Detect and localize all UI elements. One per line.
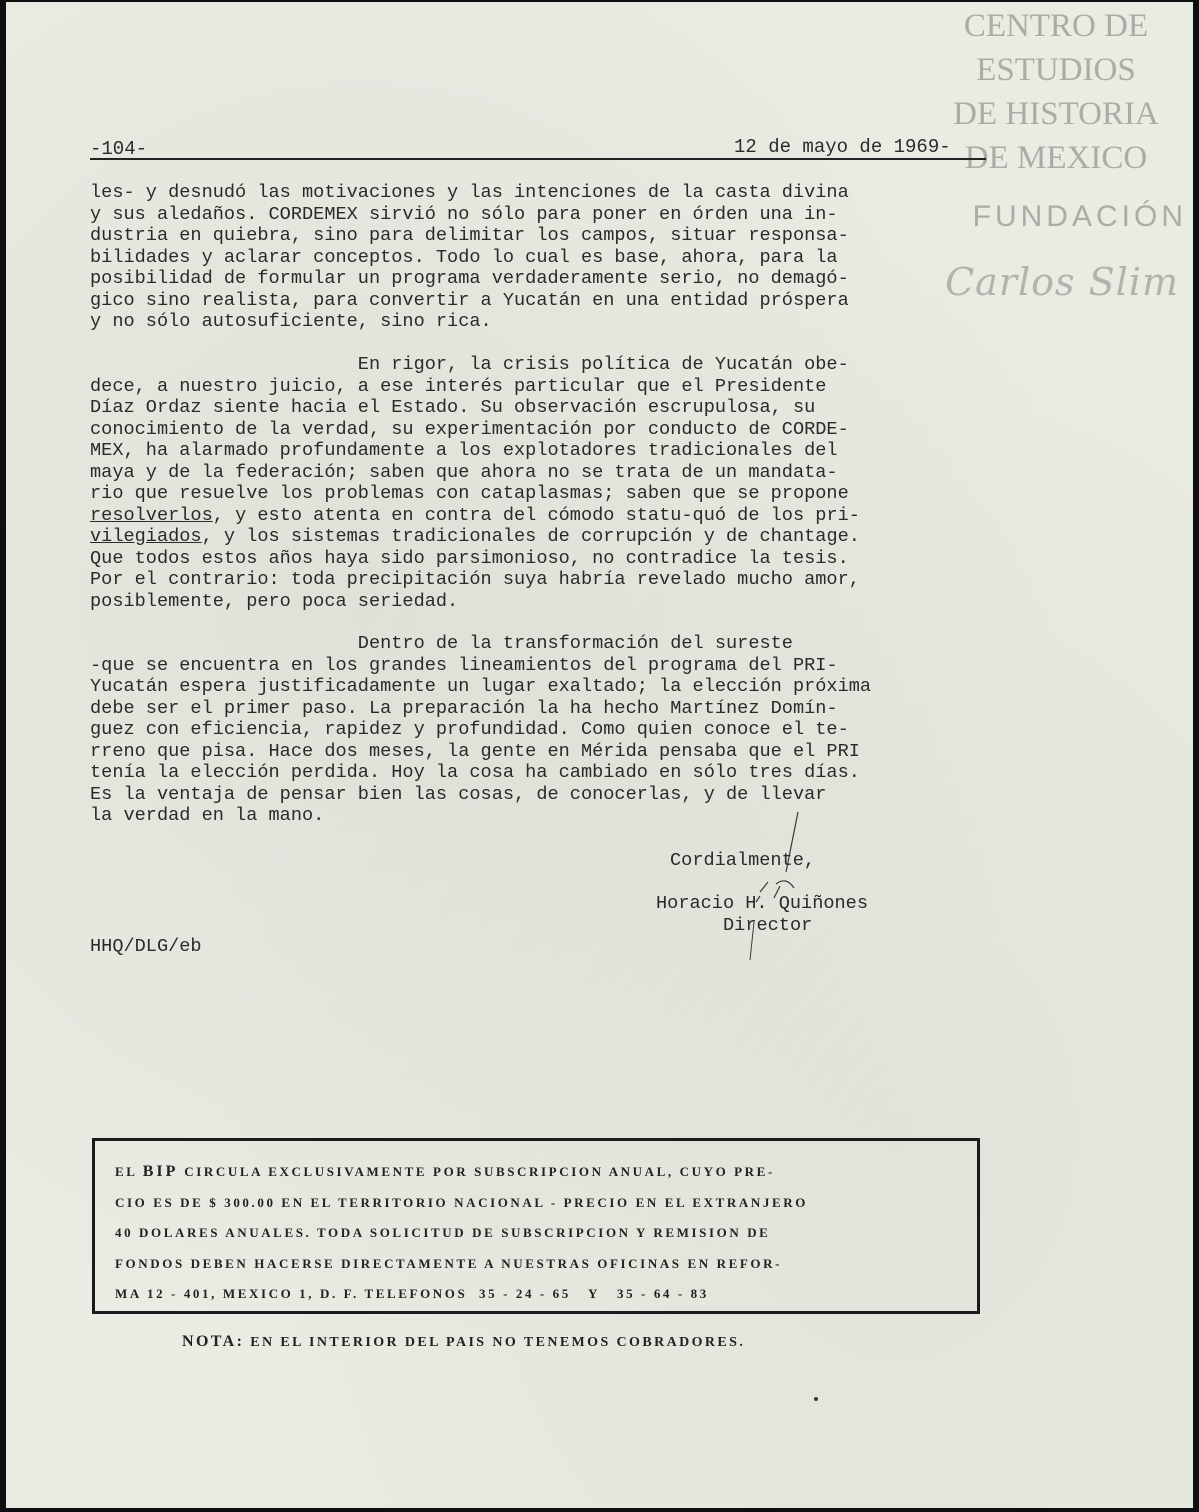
text-line: y sus aledaños. CORDEMEX sirvió no sólo para poner en órden una in- [90, 203, 838, 225]
text-line: -que se encuentra en los grandes lineamientos del programa del PRI- [90, 654, 838, 676]
notice-line [115, 1157, 975, 1188]
watermark-foundation: FUNDACIÓN [972, 200, 1187, 233]
text-line: dece, a nuestro juicio, a ese interés particular que el Presidente [90, 375, 827, 397]
underlined-word: vilegiados [90, 526, 202, 547]
text-line: posiblemente, pero poca seriedad. [90, 590, 459, 612]
signature-stroke [746, 802, 806, 962]
text-line: Es la ventaja de pensar bien las cosas, de conocerlas, y de llevar [90, 783, 827, 805]
text-line: bilidades y aclarar conceptos. Todo lo cual es base, ahora, para la [90, 246, 838, 268]
archive-watermark [941, 4, 1171, 180]
text-line: y no sólo autosuficiente, sino rica. [90, 311, 492, 332]
watermark-signature-logo: Carlos Slim [945, 260, 1179, 304]
signer-name: Horacio H. Quiñones [656, 893, 869, 914]
watermark-line-3: DE HISTORIA [953, 96, 1159, 132]
page-number: -104- [90, 138, 148, 160]
text-line: Por el contrario: toda precipitación suya habría revelado mucho amor, [90, 569, 860, 590]
text-line: En rigor, la crisis política de Yucatán obe- [90, 354, 849, 375]
text-line: dustria en quiebra, sino para delimitar los campos, situar responsa- [90, 225, 849, 246]
text-segment: , y esto atenta en contra del cómodo statu-quó de los pri- [212, 504, 860, 526]
text-line: conocimiento de la verdad, su experimentación por conducto de CORDE- [90, 418, 849, 440]
letter-date: 12 de mayo de 1969- [734, 136, 951, 158]
text-line: la verdad en la mano. [90, 805, 325, 826]
header-rule [90, 158, 986, 160]
text-line: Díaz Ordaz siente hacia el Estado. Su observación escrupulosa, su [90, 397, 816, 418]
text-line: Que todos estos años haya sido parsimonioso, no contradice la tesis. [90, 547, 849, 569]
watermark-line-2: ESTUDIOS [976, 52, 1136, 88]
signer-title: Director [723, 915, 813, 936]
nota-text: EN EL INTERIOR DEL PAIS NO TENEMOS COBRADORES. [244, 1335, 746, 1350]
paragraph-2 [90, 354, 1030, 612]
notice-segment: EL [115, 1164, 143, 1179]
text-line: tenía la elección perdida. Hoy la cosa ha cambiado en sólo tres días. [90, 762, 860, 783]
text-line: maya y de la federación; saben que ahora no se trata de un mandata- [90, 461, 838, 483]
notice-line: MA 12 - 401, MEXICO 1, D. F. TELEFONOS 35 - 24 - 65 Y 35 - 64 - 83 [115, 1286, 709, 1301]
paragraph-1 [90, 182, 1030, 333]
text-line: gico sino realista, para convertir a Yucatán en una entidad próspera [90, 289, 849, 311]
watermark-line-4: DE MEXICO [964, 140, 1148, 176]
notice-line: FONDOS DEBEN HACERSE DIRECTAMENTE A NUESTRAS OFICINAS EN REFOR- [115, 1255, 783, 1271]
closing-salutation: Cordialmente, [670, 850, 816, 871]
subscription-notice-box [92, 1138, 980, 1314]
text-line: les- y desnudó las motivaciones y las intenciones de la casta divina [90, 182, 849, 203]
paragraph-3 [90, 633, 1030, 827]
text-line: rreno que pisa. Hace dos meses, la gente en Mérida pensaba que el PRI [90, 740, 860, 762]
text-segment: , y los sistemas tradicionales de corrupción y de chantage. [201, 526, 860, 547]
subscription-notice-text [115, 1157, 975, 1310]
text-line: Yucatán espera justificadamente un lugar exaltado; la elección próxima [90, 676, 872, 697]
text-line [90, 505, 1030, 527]
notice-line: CIO ES DE $ 300.00 EN EL TERRITORIO NACIONAL - PRECIO EN EL EXTRANJERO [115, 1194, 808, 1210]
document-page [6, 2, 1193, 1508]
text-line [90, 526, 1030, 548]
watermark-line-1: CENTRO DE [963, 8, 1149, 44]
text-line: Dentro de la transformación del sureste [90, 633, 793, 654]
reference-initials: HHQ/DLG/eb [90, 936, 202, 957]
text-line: rio que resuelve los problemas con cataplasmas; saben que se propone [90, 483, 849, 504]
text-line: guez con eficiencia, rapidez y profundidad. Como quien conoce el te- [90, 719, 849, 740]
nota-label: NOTA: [182, 1333, 245, 1350]
bip-label: BIP [142, 1163, 179, 1180]
text-line: debe ser el primer paso. La preparación la ha hecho Martínez Domín- [90, 697, 838, 719]
notice-line: 40 DOLARES ANUALES. TODA SOLICITUD DE SUBSCRIPCION Y REMISION DE [115, 1225, 771, 1240]
nota-line [182, 1333, 745, 1351]
text-line: MEX, ha alarmado profundamente a los explotadores tradicionales del [90, 440, 838, 461]
underlined-word: resolverlos [90, 504, 213, 526]
notice-segment: CIRCULA EXCLUSIVAMENTE POR SUBSCRIPCION ANUAL, CUYO PRE- [178, 1164, 775, 1179]
ink-speck [814, 1397, 818, 1401]
text-line: posibilidad de formular un programa verdaderamente serio, no demagó- [90, 268, 849, 289]
